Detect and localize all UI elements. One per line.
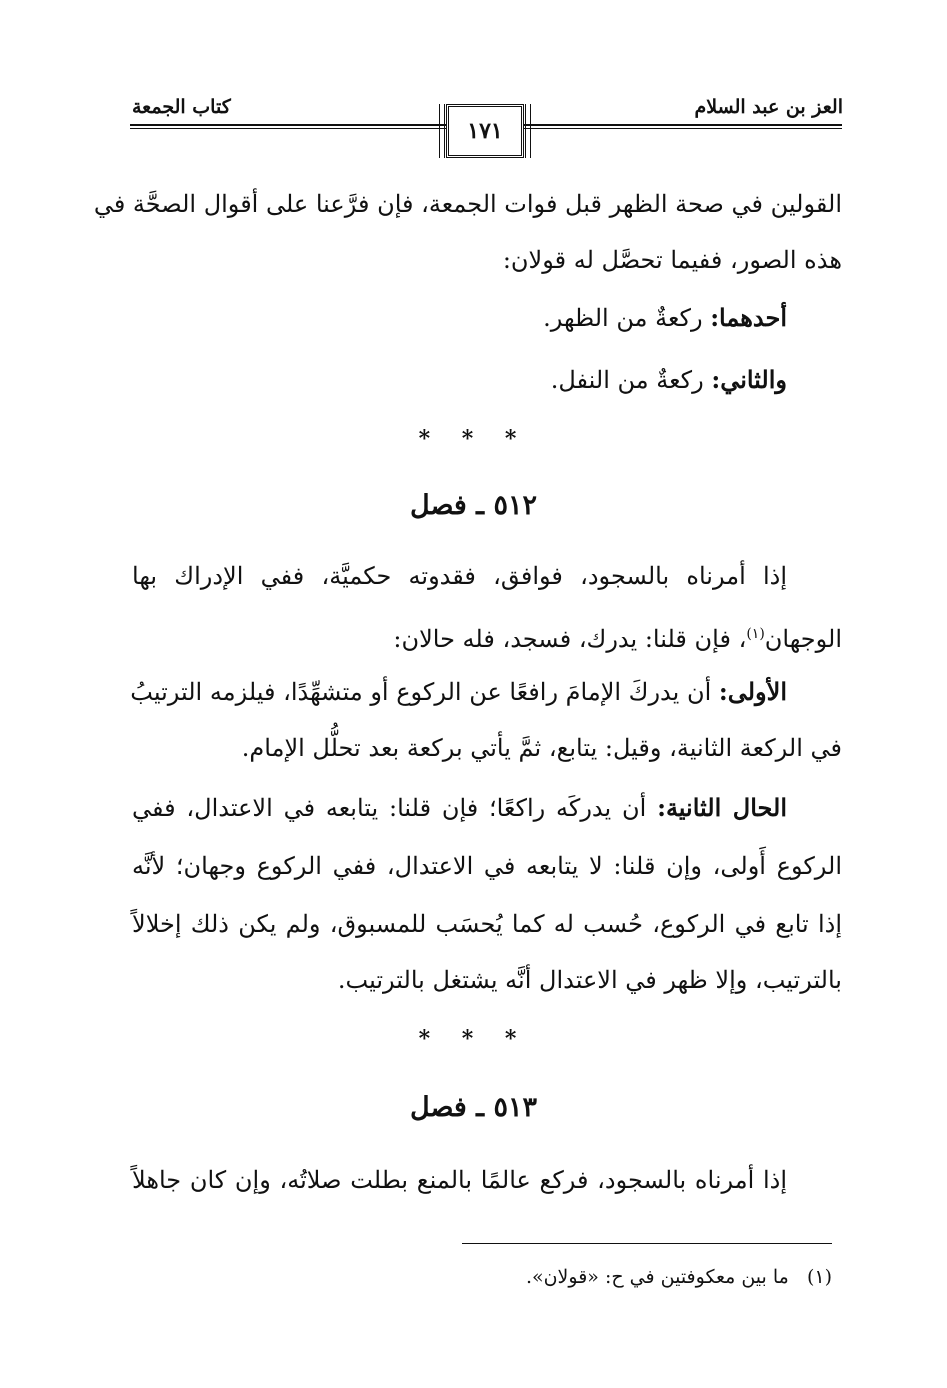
footnote-reference: (١): [746, 626, 765, 642]
text-line: [132, 672, 787, 712]
text-line: إذا أمرناه بالسجود، فوافق، فقدوته حكميَّة، ففي الإدراك بها: [132, 562, 787, 590]
footnote-number: (١): [806, 1266, 832, 1288]
text-line: الركوع أَولى، وإن قلنا: لا يتابعه في الاعتدال، ففي الركوع وجهان؛ لأنَّه: [132, 852, 842, 880]
section-heading: ٥١٢ ـ فصل: [410, 490, 537, 521]
text-line: بالترتيب، وإلا ظهر في الاعتدال أنَّه يشتغل بالترتيب.: [337, 966, 842, 994]
case-text: أن يدركَه راكعًا؛ فإن قلنا: يتابعه في الاعتدال، ففي: [132, 794, 658, 822]
text-line: [132, 614, 842, 659]
section-separator: * * *: [418, 426, 529, 452]
case-label: الحال الثانية:: [657, 793, 788, 822]
list-item-text: ركعةٌ من النفل.: [550, 366, 712, 394]
header-book-title: كتاب الجمعة: [132, 96, 231, 118]
list-item-label: أحدهما:: [710, 303, 787, 332]
text-line: إذا أمرناه بالسجود، فركع عالمًا بالمنع بطلت صلاتُه، وإن كان جاهلاً: [132, 1166, 787, 1194]
text-line: القولين في صحة الظهر قبل فوات الجمعة، فإن فرَّعنا على أقوال الصحَّة في: [93, 190, 842, 218]
case-text: أن يدركَ الإمامَ رافعًا عن الركوع أو متشهِّدًا، فيلزمه الترتيبُ: [130, 678, 719, 706]
text-line: إذا تابع في الركوع، حُسب له كما يُحسَب للمسبوق، ولم يكن ذلك إخلالاً: [132, 910, 842, 938]
text-line: [132, 788, 787, 828]
text-line: في الركعة الثانية، وقيل: يتابع، ثمَّ يأتي بركعة بعد تحلُّل الإمام.: [241, 734, 842, 762]
case-label: الأولى:: [718, 677, 787, 706]
text-segment: ، فإن قلنا: يدرك، فسجد، فله حالان:: [393, 625, 747, 653]
list-item-second: [77, 360, 787, 400]
section-heading: ٥١٣ ـ فصل: [410, 1092, 537, 1123]
footnote-text: ما بين معكوفتين في ح: «قولان».: [525, 1266, 789, 1288]
footnote-rule: [462, 1243, 832, 1244]
text-line: هذه الصور، ففيما تحصَّل له قولان:: [502, 246, 842, 274]
footnote: [132, 1266, 832, 1288]
page-number: ١٧١: [446, 104, 524, 158]
list-item-text: ركعةٌ من الظهر.: [543, 304, 711, 332]
text-segment: الوجهان: [764, 625, 842, 653]
list-item-label: والثاني:: [711, 365, 787, 394]
header-author: العز بن عبد السلام: [694, 96, 843, 118]
list-item-first: [77, 298, 787, 338]
section-separator: * * *: [418, 1026, 529, 1052]
